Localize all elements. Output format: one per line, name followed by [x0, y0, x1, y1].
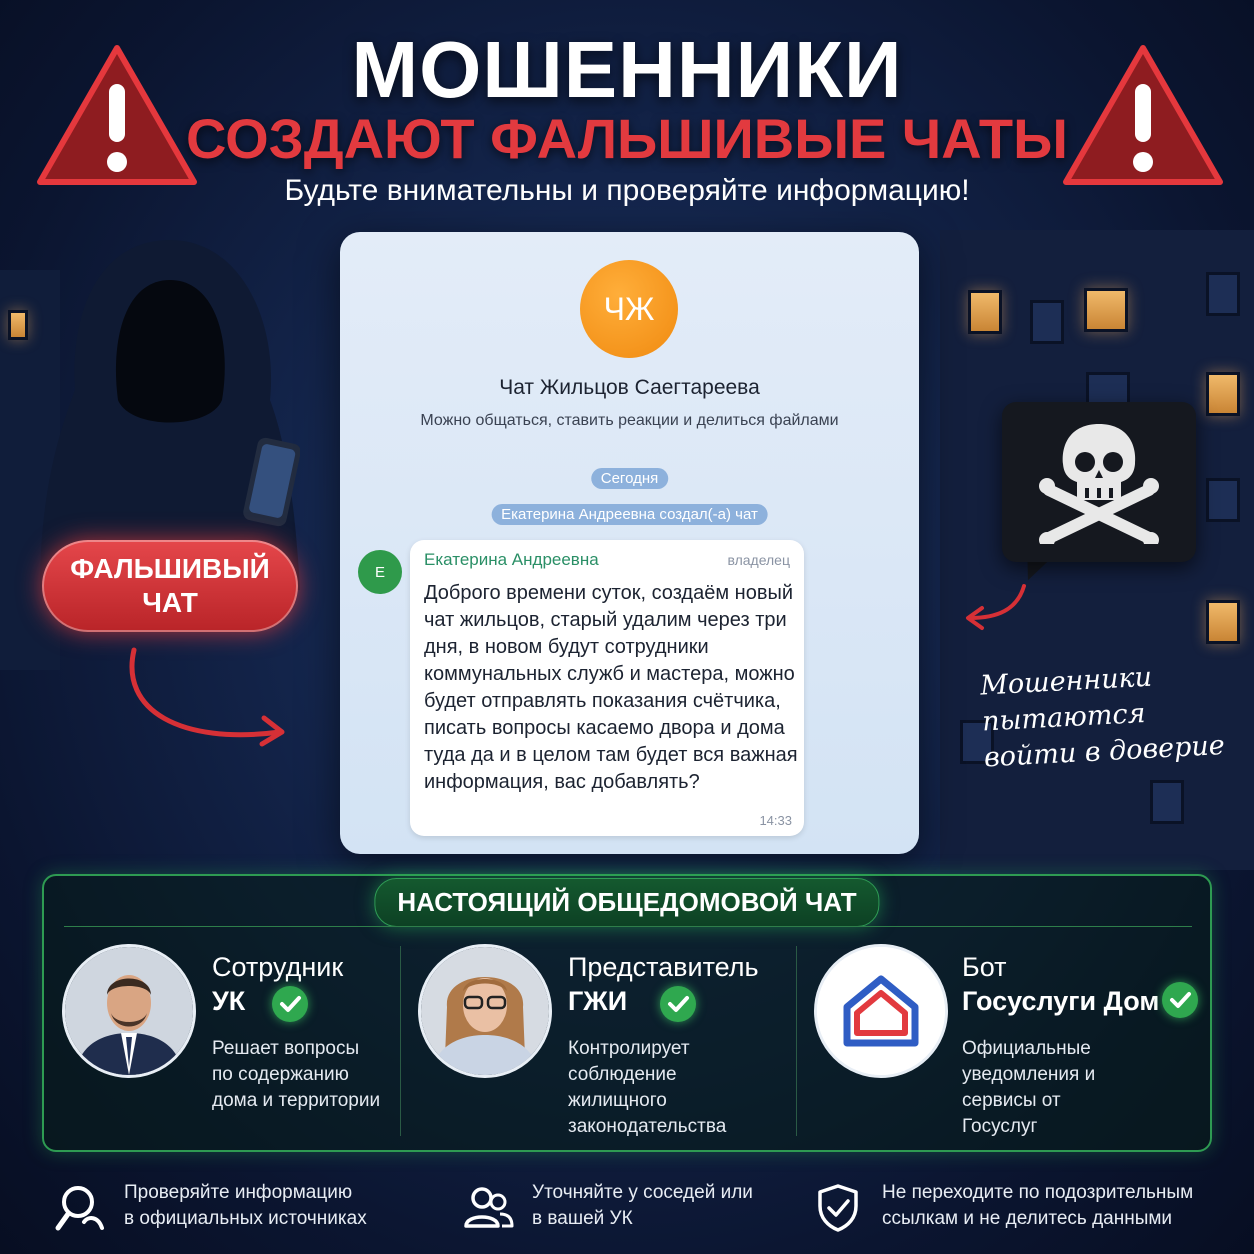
- message-text: Доброго времени суток, создаём новый чат жильцов, старый удалим через три дня, в новом будут сотрудники коммунальных служб и мастера, можно будет отправлять показания счётчика, писать вопросы касаемо двора и дома туда да и в целом там будет вся важная информация, вас добавлять?: [424, 582, 798, 793]
- search-icon: [54, 1182, 106, 1234]
- member-role: Сотрудник: [212, 952, 344, 982]
- divider: [64, 926, 1192, 927]
- member-description: Контролирует соблюдение жилищного законодательства: [568, 1038, 727, 1137]
- window: [968, 290, 1002, 334]
- scammer-note-line1: Мошенники: [979, 661, 1153, 702]
- column-separator: [796, 946, 797, 1136]
- message-time: 14:33: [759, 813, 792, 828]
- users-icon: [462, 1182, 514, 1234]
- window: [1206, 372, 1240, 416]
- tip-no-suspicious-links: Не переходите по подозрительным ссылкам и не делитесь данными: [882, 1182, 1194, 1229]
- member-description: Официальные уведомления и сервисы от Госуслуг: [962, 1038, 1096, 1137]
- uk-employee-avatar: [62, 944, 196, 1078]
- curved-arrow-icon: [120, 640, 300, 750]
- hooded-figure-image: [40, 230, 300, 590]
- warning-triangle-icon: [32, 40, 202, 190]
- scammer-note-line3: войти в доверие: [983, 729, 1226, 774]
- person-portrait-icon: [421, 947, 549, 1075]
- tip-verify-info: Проверяйте информацию в официальных источниках: [124, 1182, 367, 1229]
- window: [1206, 272, 1240, 316]
- member-role: Представитель: [568, 952, 759, 982]
- date-pill: Сегодня: [591, 468, 669, 489]
- tagline: Будьте внимательны и проверяйте информацию!: [284, 174, 970, 207]
- verified-check-icon: [1162, 982, 1198, 1018]
- member-role-strong: Госуслуги Дом: [962, 986, 1160, 1016]
- member-role: Бот: [962, 952, 1007, 982]
- verified-check-icon: [660, 986, 696, 1022]
- member-role-strong: ГЖИ: [568, 986, 628, 1016]
- verified-check-icon: [272, 986, 308, 1022]
- message-sender[interactable]: Екатерина Андреевна: [424, 550, 599, 569]
- fake-chat-badge: [42, 540, 298, 632]
- sender-avatar[interactable]: Е: [358, 550, 402, 594]
- member-description: Решает вопросы по содержанию дома и территории: [212, 1038, 381, 1111]
- scammer-note: [979, 656, 1234, 777]
- gosuslugi-dom-logo-icon: [817, 947, 945, 1075]
- skull-crossbones-icon: [1039, 420, 1159, 544]
- fake-chat-window: [340, 232, 919, 854]
- chat-description: Можно общаться, ставить реакции и делиться файлами: [420, 412, 839, 429]
- shield-check-icon: [812, 1182, 864, 1234]
- window: [1150, 780, 1184, 824]
- window: [1206, 478, 1240, 522]
- person-portrait-icon: [65, 947, 193, 1075]
- chat-title: Чат Жильцов Саегтареева: [499, 376, 760, 399]
- window: [8, 310, 28, 340]
- real-chat-panel: [42, 874, 1212, 1152]
- fake-badge-line2: ЧАТ: [142, 587, 198, 618]
- page-subtitle: СОЗДАЮТ ФАЛЬШИВЫЕ ЧАТЫ: [186, 107, 1068, 170]
- tip-ask-neighbors: Уточняйте у соседей или в вашей УК: [532, 1182, 753, 1229]
- window: [1084, 288, 1128, 332]
- real-chat-title: НАСТОЯЩИЙ ОБЩЕДОМОВОЙ ЧАТ: [374, 878, 879, 927]
- sender-role-label: владелец: [727, 552, 790, 568]
- skull-speech-box: [1002, 402, 1196, 562]
- window: [1030, 300, 1064, 344]
- page-title: МОШЕННИКИ: [351, 25, 903, 114]
- system-message-pill: Екатерина Андреевна создал(-а) чат: [491, 504, 768, 525]
- gosuslugi-dom-bot-avatar: [814, 944, 948, 1078]
- window: [1206, 600, 1240, 644]
- chat-avatar[interactable]: ЧЖ: [580, 260, 678, 358]
- fake-badge-line1: ФАЛЬШИВЫЙ: [70, 553, 270, 584]
- message-bubble[interactable]: [410, 540, 804, 836]
- warning-triangle-icon: [1058, 40, 1228, 190]
- scammer-note-line2: пытаются: [981, 698, 1147, 738]
- column-separator: [400, 946, 401, 1136]
- member-role-strong: УК: [212, 986, 246, 1016]
- gzhi-representative-avatar: [418, 944, 552, 1078]
- arrow-left-icon: [962, 580, 1032, 640]
